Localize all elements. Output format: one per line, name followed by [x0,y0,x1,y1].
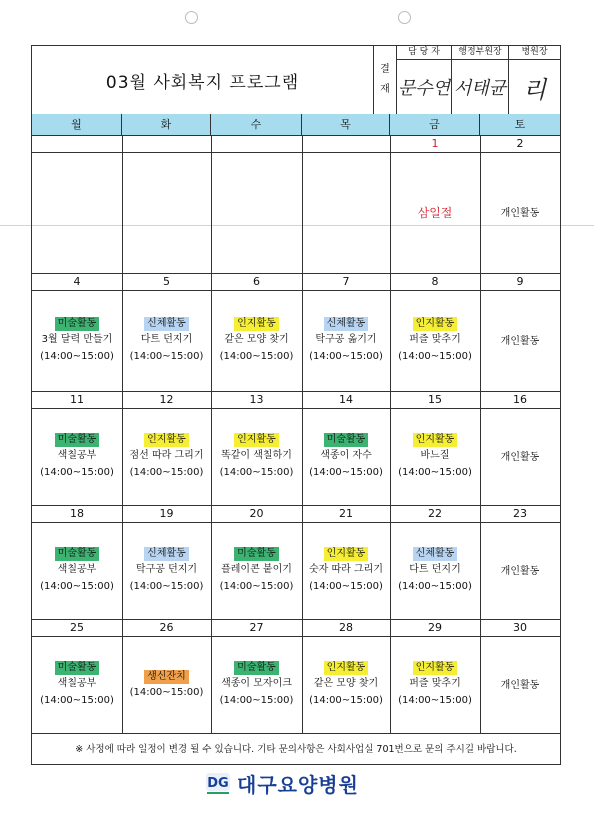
activity-title: 퍼즐 맞추기 [409,678,461,689]
day-cell [390,637,480,733]
activity-time: (14:00~15:00) [398,581,472,592]
day-cell [32,637,122,733]
activity-title: 탁구공 던지기 [135,564,198,575]
approval-role: 병원장 [509,46,560,60]
date-number [211,135,302,153]
date-number: 27 [249,621,264,634]
date-number: 11 [70,393,84,406]
day-cell [480,291,560,391]
date-number: 30 [513,621,527,634]
day-cell [211,153,302,273]
day-cell [480,409,560,505]
activity-category-badge: 미술활동 [55,547,100,561]
activity-category-badge: 인지활동 [413,317,458,331]
date-number: 20 [249,507,264,520]
day-cell [211,523,302,619]
activity-category-badge: 인지활동 [234,433,279,447]
activity-time: (14:00~15:00) [219,351,294,362]
activity-title: 숫자 따라 그리기 [309,564,383,575]
signature-director: 리 [522,75,547,104]
punch-hole-right [398,11,411,24]
activity-title: 색칠공부 [57,450,97,461]
date-number: 28 [339,621,353,634]
signature-vice-director: 서태균 [453,78,507,99]
activity-time: (14:00~15:00) [40,581,114,592]
day-cell [32,153,122,273]
date-number: 22 [428,507,442,520]
day-cell [32,523,122,619]
activity-category-badge: 미술활동 [324,433,369,447]
activity-title: 탁구공 옮기기 [315,334,377,345]
date-number: 16 [513,393,527,406]
activity-title: 개인활동 [500,679,540,691]
date-number: 7 [342,275,350,288]
day-cell [122,409,211,505]
activity-category-badge: 인지활동 [144,433,189,447]
weekday-header-cell: 월 [32,114,122,135]
activity-time: (14:00~15:00) [219,467,294,478]
activity-time: (14:00~15:00) [398,351,472,362]
date-number: 12 [159,393,174,406]
day-cell [302,523,390,619]
activity-category-badge: 생신잔치 [144,670,189,684]
activity-title: 삼일절 [417,205,453,220]
activity-title: 바느질 [420,450,450,461]
activity-category-badge: 인지활동 [324,661,369,675]
activity-category-badge: 미술활동 [234,547,279,561]
weekday-header [32,114,560,136]
activity-category-badge: 인지활동 [413,661,458,675]
day-cell [302,291,390,391]
weekday-header-cell: 목 [302,114,390,135]
day-cell [122,637,211,733]
activity-category-badge: 미술활동 [234,661,279,675]
date-number [122,135,211,153]
activity-time: (14:00~15:00) [40,695,114,706]
activity-title: 플레이콘 붙이기 [221,564,292,575]
date-number: 13 [249,393,264,406]
day-cell [302,153,390,273]
date-number: 6 [253,275,260,288]
date-number: 9 [516,275,524,288]
activity-title: 다트 던지기 [409,564,461,575]
footer-note: ※ 사정에 따라 일정이 변경 될 수 있습니다. 기타 문의사항은 사회사업실 701번으로 문의 주시길 바랍니다. [32,733,560,765]
day-cell [211,637,302,733]
day-cell [390,409,480,505]
activity-category-badge: 신체활동 [144,317,189,331]
signature-manager: 문수연 [397,78,451,99]
activity-time: (14:00~15:00) [219,695,294,706]
activity-time: (14:00~15:00) [129,581,204,592]
activity-category-badge: 미술활동 [55,433,100,447]
activity-time: (14:00~15:00) [129,467,204,478]
activity-category-badge: 신체활동 [144,547,189,561]
hospital-logo [205,768,359,798]
dg-logo-icon [205,770,231,796]
date-row [32,135,560,153]
approval-col-manager [397,46,452,114]
svg-text:DG: DG [207,776,229,791]
date-number: 14 [339,393,353,406]
activity-category-badge: 미술활동 [55,317,100,331]
approval-role: 담 당 자 [397,46,451,60]
activity-category-badge: 신체활동 [413,547,458,561]
day-cell [390,153,480,273]
date-number: 18 [70,507,84,520]
activity-time: (14:00~15:00) [129,351,204,362]
activity-title: 개인활동 [500,565,540,577]
date-number: 2 [516,137,524,150]
day-cell [122,291,211,391]
activity-title: 똑같이 색칠하기 [221,450,292,461]
activity-title: 같은 모양 찾기 [313,678,379,689]
activity-category-badge: 신체활동 [324,317,369,331]
day-cell [302,409,390,505]
activity-time: (14:00~15:00) [309,695,383,706]
approval-col-director [509,46,560,114]
activity-title: 같은 모양 찾기 [224,334,289,345]
day-cell [480,637,560,733]
weekday-header-cell: 화 [122,114,211,135]
activity-category-badge: 미술활동 [55,661,100,675]
activity-time: (14:00~15:00) [398,695,472,706]
date-number: 4 [73,275,81,288]
activity-time: (14:00~15:00) [309,581,383,592]
activity-time: (14:00~15:00) [129,686,204,698]
activity-title: 색칠공부 [57,564,97,575]
date-number: 19 [159,507,174,520]
day-cell [122,153,211,273]
activity-title: 개인활동 [500,451,540,463]
activity-time: (14:00~15:00) [398,467,472,478]
activity-category-badge: 인지활동 [413,433,458,447]
date-number: 8 [431,275,439,288]
activity-title: 색칠공부 [57,678,97,689]
punch-hole-left [185,11,198,24]
date-row [32,619,560,637]
day-cell [32,409,122,505]
day-cell [480,523,560,619]
activity-title: 점선 따라 그리기 [129,450,204,461]
activity-title: 색종이 자수 [320,450,372,461]
date-number: 29 [428,621,442,634]
activity-title: 개인활동 [500,335,540,347]
activity-title: 다트 던지기 [140,334,193,345]
activity-time: (14:00~15:00) [309,467,383,478]
date-number: 5 [163,275,170,288]
approval-label-top: 결 [380,64,390,75]
date-number: 26 [159,621,174,634]
day-cell [302,637,390,733]
approval-label-bottom: 재 [380,84,390,95]
day-cell [480,153,560,273]
date-number [32,135,122,153]
date-number: 25 [70,621,84,634]
date-row [32,273,560,291]
date-number [302,135,390,153]
activity-time: (14:00~15:00) [40,467,114,478]
date-number: 23 [513,507,527,520]
day-cell [390,291,480,391]
day-cell [32,291,122,391]
weekday-header-cell: 토 [514,118,526,131]
schedule-sheet [31,45,561,765]
approval-label [374,46,397,114]
date-row [32,391,560,409]
page-title: 03월 사회복지 프로그램 [32,46,374,114]
weekday-header-cell: 금 [390,114,480,135]
activity-title: 3월 달력 만들기 [41,334,113,345]
day-cell [390,523,480,619]
activity-time: (14:00~15:00) [219,581,294,592]
day-cell [122,523,211,619]
weekday-header-cell: 수 [211,114,302,135]
activity-time: (14:00~15:00) [309,351,383,362]
activity-title: 개인활동 [500,207,540,219]
hospital-name: 대구요양병원 [237,772,359,797]
activity-category-badge: 인지활동 [324,547,369,561]
activity-title: 퍼즐 맞추기 [409,334,461,345]
date-number: 21 [339,507,353,520]
day-cell [211,291,302,391]
header [32,46,560,115]
date-row [32,505,560,523]
approval-role: 행정부원장 [452,46,508,60]
activity-time: (14:00~15:00) [40,351,114,362]
activity-category-badge: 인지활동 [234,317,279,331]
approval-col-vice-director [452,46,509,114]
day-cell [211,409,302,505]
date-number: 1 [431,137,439,150]
date-number: 15 [428,393,442,406]
activity-title: 색종이 모자이크 [221,678,292,689]
